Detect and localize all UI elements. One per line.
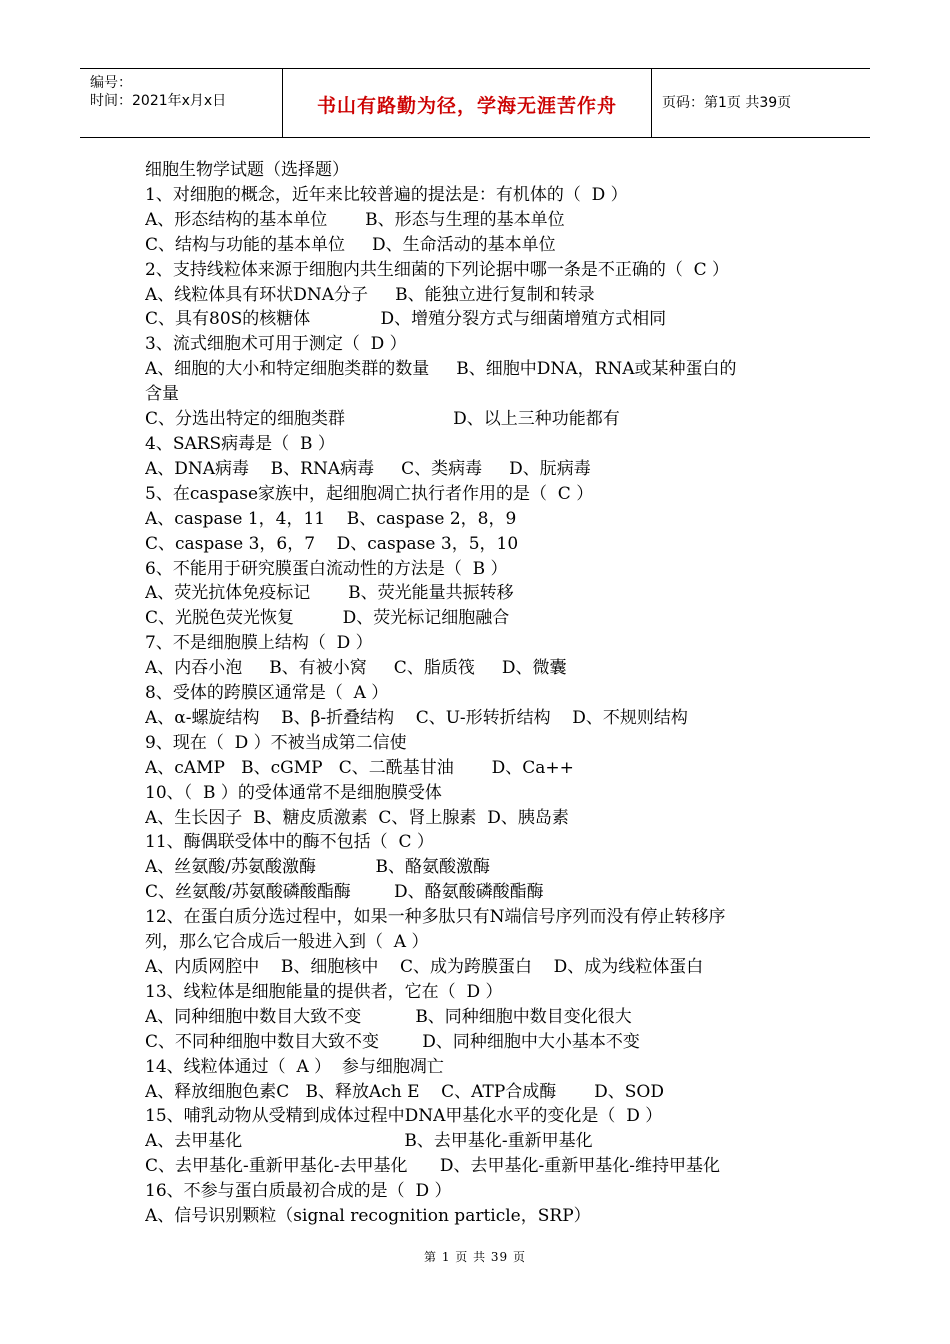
text-line: 12、在蛋白质分选过程中，如果一种多肽只有N端信号序列而没有停止转移序 (145, 907, 726, 928)
page-info: 页码：第1页 共39页 (662, 95, 792, 111)
text-line: 11、酶偶联受体中的酶不包括（ C ） (145, 832, 434, 853)
document-body (145, 158, 815, 1229)
text-line: A、内吞小泡 B、有被小窝 C、脂质筏 D、微囊 (145, 658, 567, 679)
text-line: 5、在caspase家族中，起细胞凋亡执行者作用的是（ C ） (145, 483, 594, 504)
date-line: 时间：2021年x月x日 (90, 93, 227, 109)
text-line: 10、（ B ）的受体通常不是细胞膜受体 (145, 782, 442, 803)
text-line: C、去甲基化-重新甲基化-去甲基化 D、去甲基化-重新甲基化-维持甲基化 (145, 1156, 721, 1177)
text-line: A、线粒体具有环状DNA分子 B、能独立进行复制和转录 (145, 284, 595, 305)
text-line: 14、线粒体通过（ A ） 参与细胞凋亡 (145, 1056, 444, 1077)
text-line: 16、不参与蛋白质最初合成的是（ D ） (145, 1181, 452, 1202)
text-line: 4、SARS病毒是（ B ） (145, 433, 335, 454)
text-line: A、DNA病毒 B、RNA病毒 C、类病毒 D、朊病毒 (145, 458, 591, 479)
text-line: 3、流式细胞术可用于测定（ D ） (145, 334, 407, 355)
text-line: 含量 (145, 384, 179, 405)
text-line: C、光脱色荧光恢复 D、荧光标记细胞融合 (145, 608, 510, 629)
text-line: A、形态结构的基本单位 B、形态与生理的基本单位 (145, 209, 565, 230)
text-line: C、caspase 3，6，7 D、caspase 3，5，10 (145, 533, 519, 554)
text-line: 13、线粒体是细胞能量的提供者，它在（ D ） (145, 981, 503, 1002)
text-line: 7、不是细胞膜上结构（ D ） (145, 633, 373, 654)
text-line: C、分选出特定的细胞类群 D、以上三种功能都有 (145, 409, 620, 430)
text-line: A、同种细胞中数目大致不变 B、同种细胞中数目变化很大 (145, 1006, 632, 1027)
text-line: 细胞生物学试题（选择题） (145, 160, 349, 180)
text-line: 2、支持线粒体来源于细胞内共生细菌的下列论据中哪一条是不正确的（ C ） (145, 259, 730, 280)
text-line: A、去甲基化 B、去甲基化-重新甲基化 (145, 1131, 593, 1152)
text-line: 1、对细胞的概念，近年来比较普遍的提法是：有机体的（ D ） (145, 184, 628, 205)
header-page-cell (652, 69, 870, 137)
page-footer: 第 1 页 共 39 页 (424, 1250, 526, 1264)
text-line: A、丝氨酸/苏氨酸激酶 B、酪氨酸激酶 (145, 857, 490, 878)
text-line: 9、现在（ D ）不被当成第二信使 (145, 732, 407, 753)
text-line: C、不同种细胞中数目大致不变 D、同种细胞中大小基本不变 (145, 1031, 640, 1052)
serial-label: 编号： (90, 75, 132, 91)
text-line: A、内质网腔中 B、细胞核中 C、成为跨膜蛋白 D、成为线粒体蛋白 (145, 957, 704, 977)
text-line: A、释放细胞色素C B、释放Ach E C、ATP合成酶 D、SOD (145, 1081, 664, 1102)
text-line: A、细胞的大小和特定细胞类群的数量 B、细胞中DNA，RNA或某种蛋白的 (145, 359, 737, 380)
text-line: A、荧光抗体免疫标记 B、荧光能量共振转移 (145, 583, 514, 604)
text-line: 15、哺乳动物从受精到成体过程中DNA甲基化水平的变化是（ D ） (145, 1106, 663, 1127)
page-header (80, 68, 870, 138)
text-line: C、结构与功能的基本单位 D、生命活动的基本单位 (145, 234, 556, 255)
text-line: A、生长因子 B、糖皮质激素 C、肾上腺素 D、胰岛素 (145, 807, 569, 828)
motto-text: 书山有路勤为径，学海无涯苦作舟 (316, 95, 617, 117)
header-meta-cell (80, 69, 283, 137)
text-line: A、caspase 1，4，11 B、caspase 2，8，9 (145, 508, 517, 529)
text-line: 列，那么它合成后一般进入到（ A ） (145, 932, 429, 953)
text-line: 8、受体的跨膜区通常是（ A ） (145, 683, 389, 704)
text-line: A、信号识别颗粒（signal recognition particle，SRP） (145, 1206, 591, 1227)
text-line: 6、不能用于研究膜蛋白流动性的方法是（ B ） (145, 558, 508, 579)
text-line: A、cAMP B、cGMP C、二酰基甘油 D、Ca++ (145, 757, 574, 778)
header-motto-cell (283, 69, 652, 137)
text-line: C、丝氨酸/苏氨酸磷酸酯酶 D、酪氨酸磷酸酯酶 (145, 882, 544, 903)
text-line: C、具有80S的核糖体 D、增殖分裂方式与细菌增殖方式相同 (145, 309, 667, 330)
text-line: A、α-螺旋结构 B、β-折叠结构 C、U-形转折结构 D、不规则结构 (145, 707, 688, 728)
